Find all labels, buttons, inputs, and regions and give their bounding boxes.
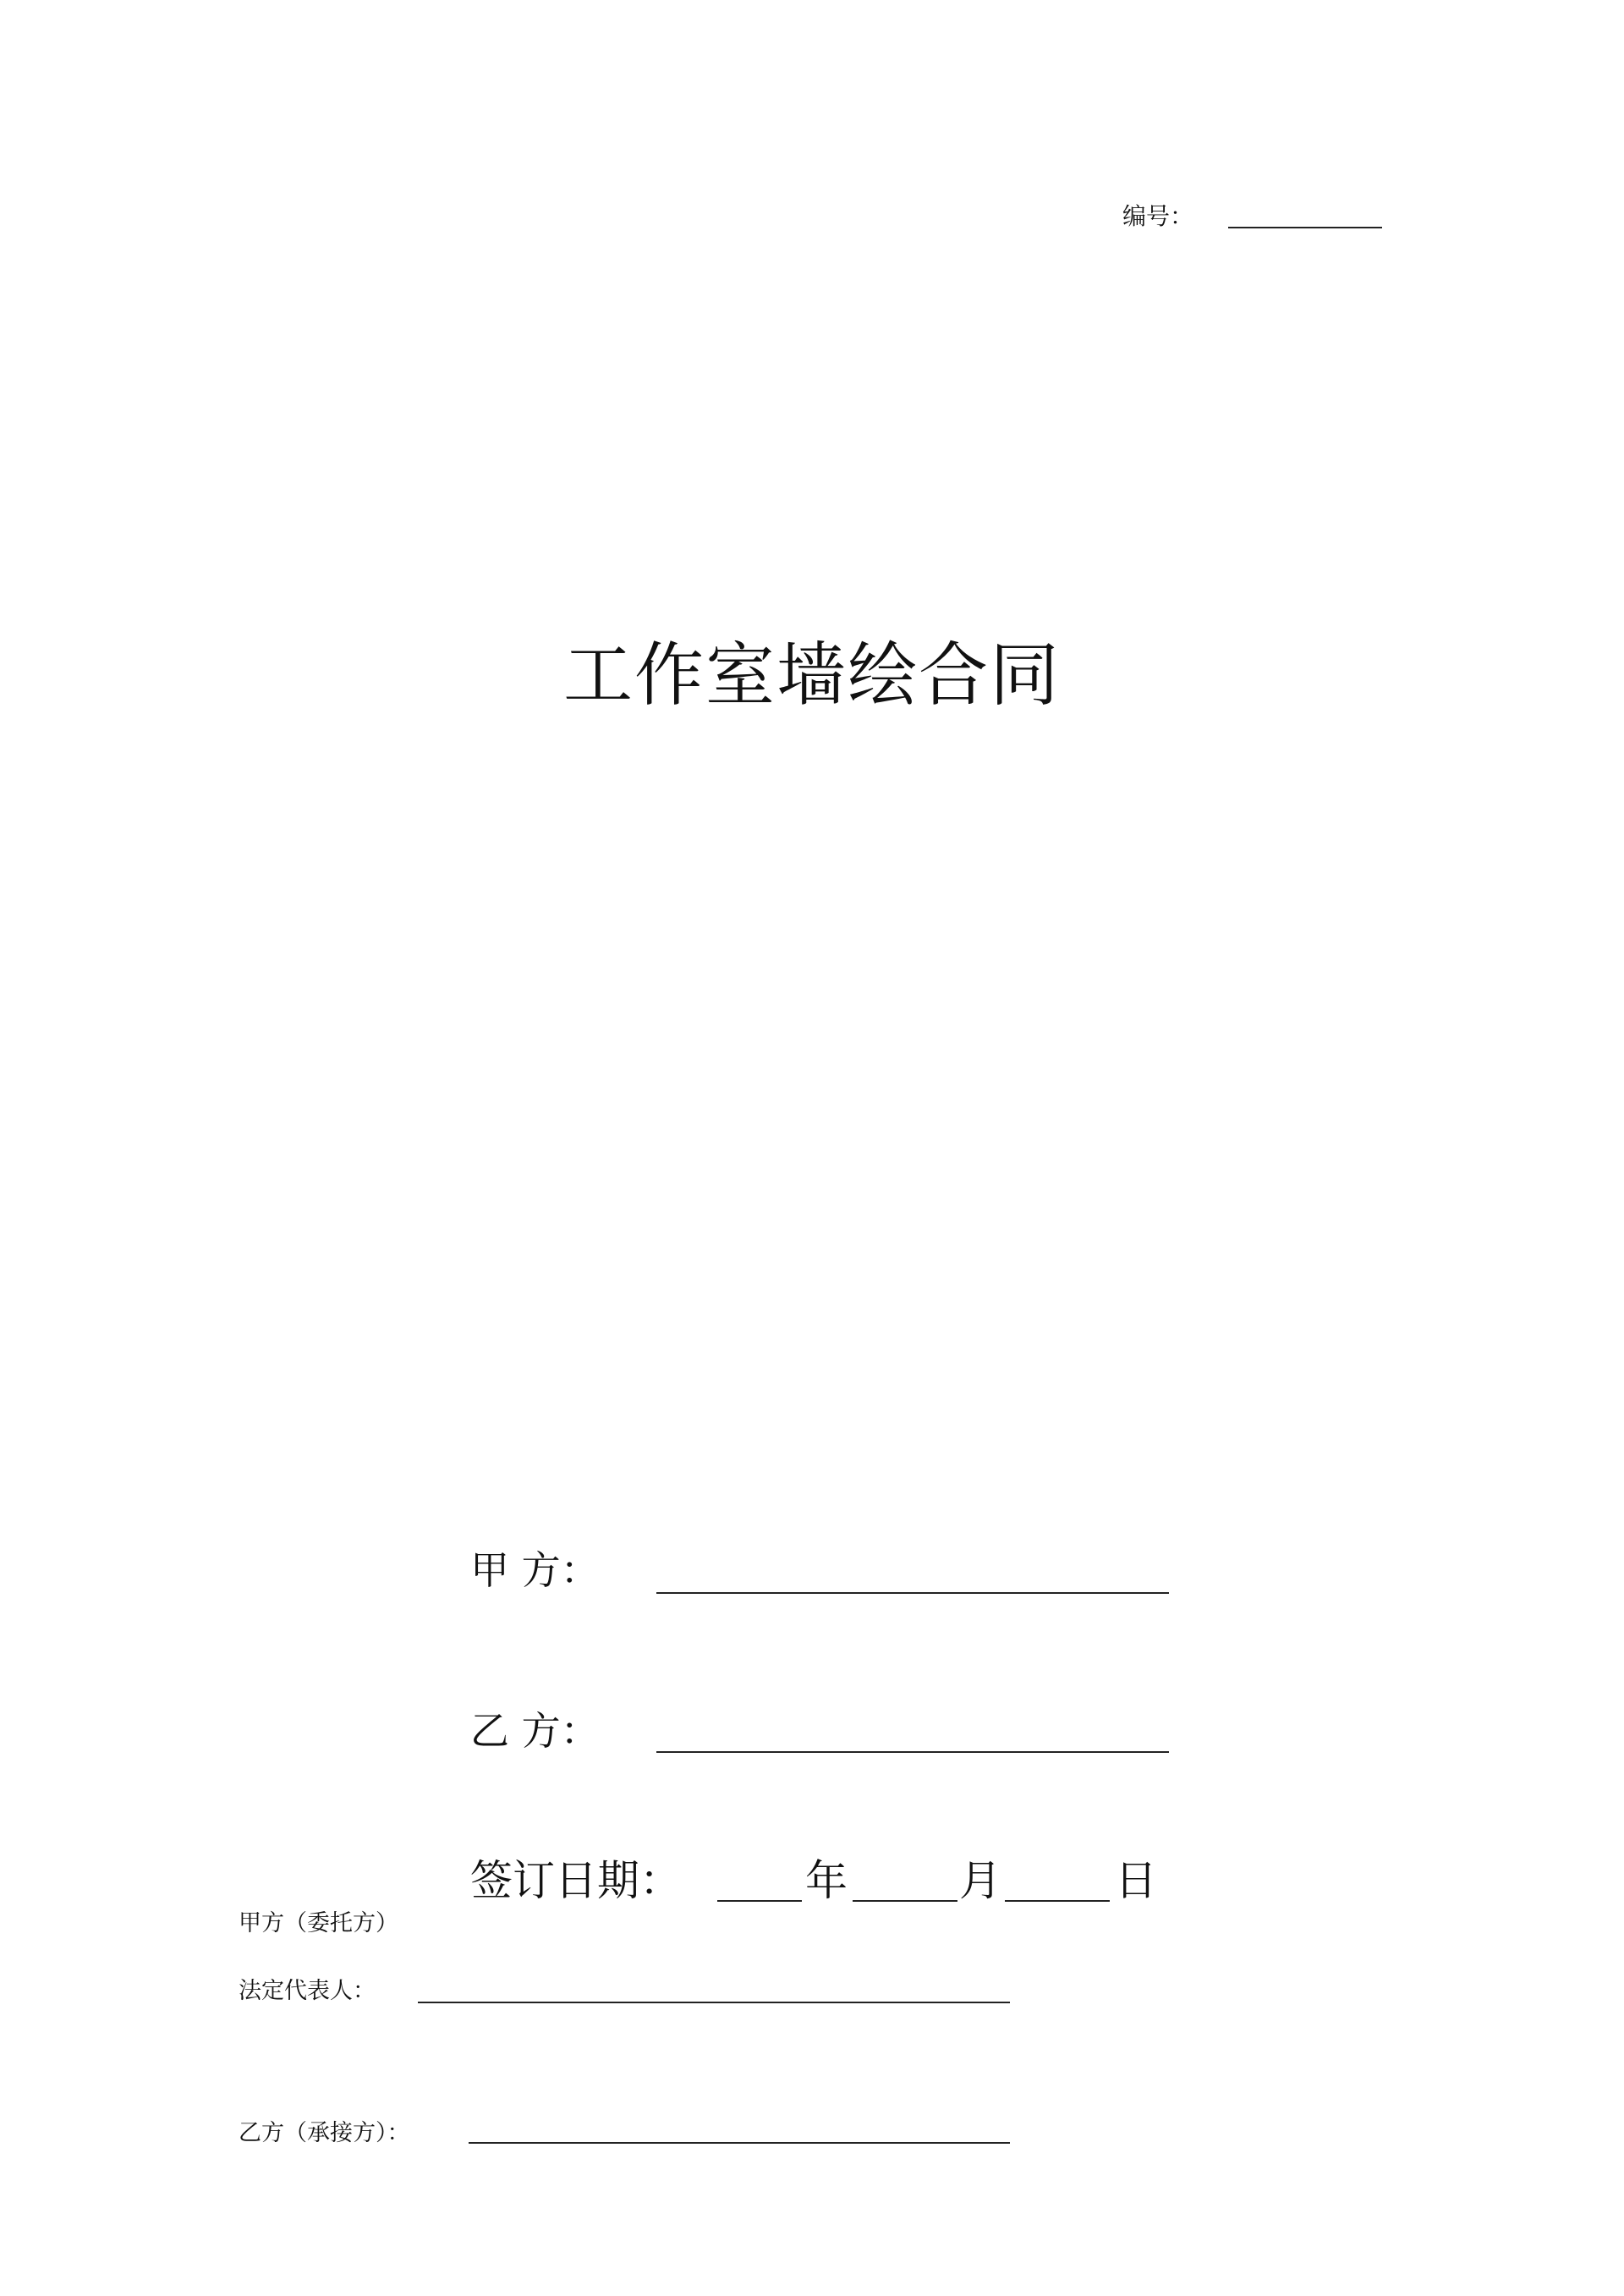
party-b-contractor-blank (469, 2142, 1010, 2144)
sign-year-blank (717, 1900, 802, 1902)
legal-rep-blank (418, 2002, 1010, 2003)
party-b-blank (656, 1751, 1169, 1753)
party-b-label: 乙 方： (470, 1708, 600, 1754)
sign-date-label: 签订日期： (470, 1856, 682, 1905)
party-b-contractor-label: 乙方（承接方）： (239, 2120, 410, 2146)
document-number-blank (1228, 227, 1382, 228)
document-number-label: 编号： (1122, 202, 1194, 230)
sign-day-label: 日 (1115, 1856, 1157, 1905)
document-title: 工作室墙绘合同 (562, 635, 1061, 716)
legal-rep-label: 法定代表人： (239, 1978, 376, 2004)
party-a-label: 甲 方： (470, 1547, 600, 1593)
sign-day-blank (1005, 1900, 1110, 1902)
sign-year-label: 年 (805, 1856, 848, 1905)
party-a-blank (656, 1592, 1169, 1594)
sign-month-label: 月 (959, 1856, 1001, 1905)
sign-month-blank (853, 1900, 957, 1902)
party-a-client-label: 甲方（委托方） (239, 1910, 398, 1936)
